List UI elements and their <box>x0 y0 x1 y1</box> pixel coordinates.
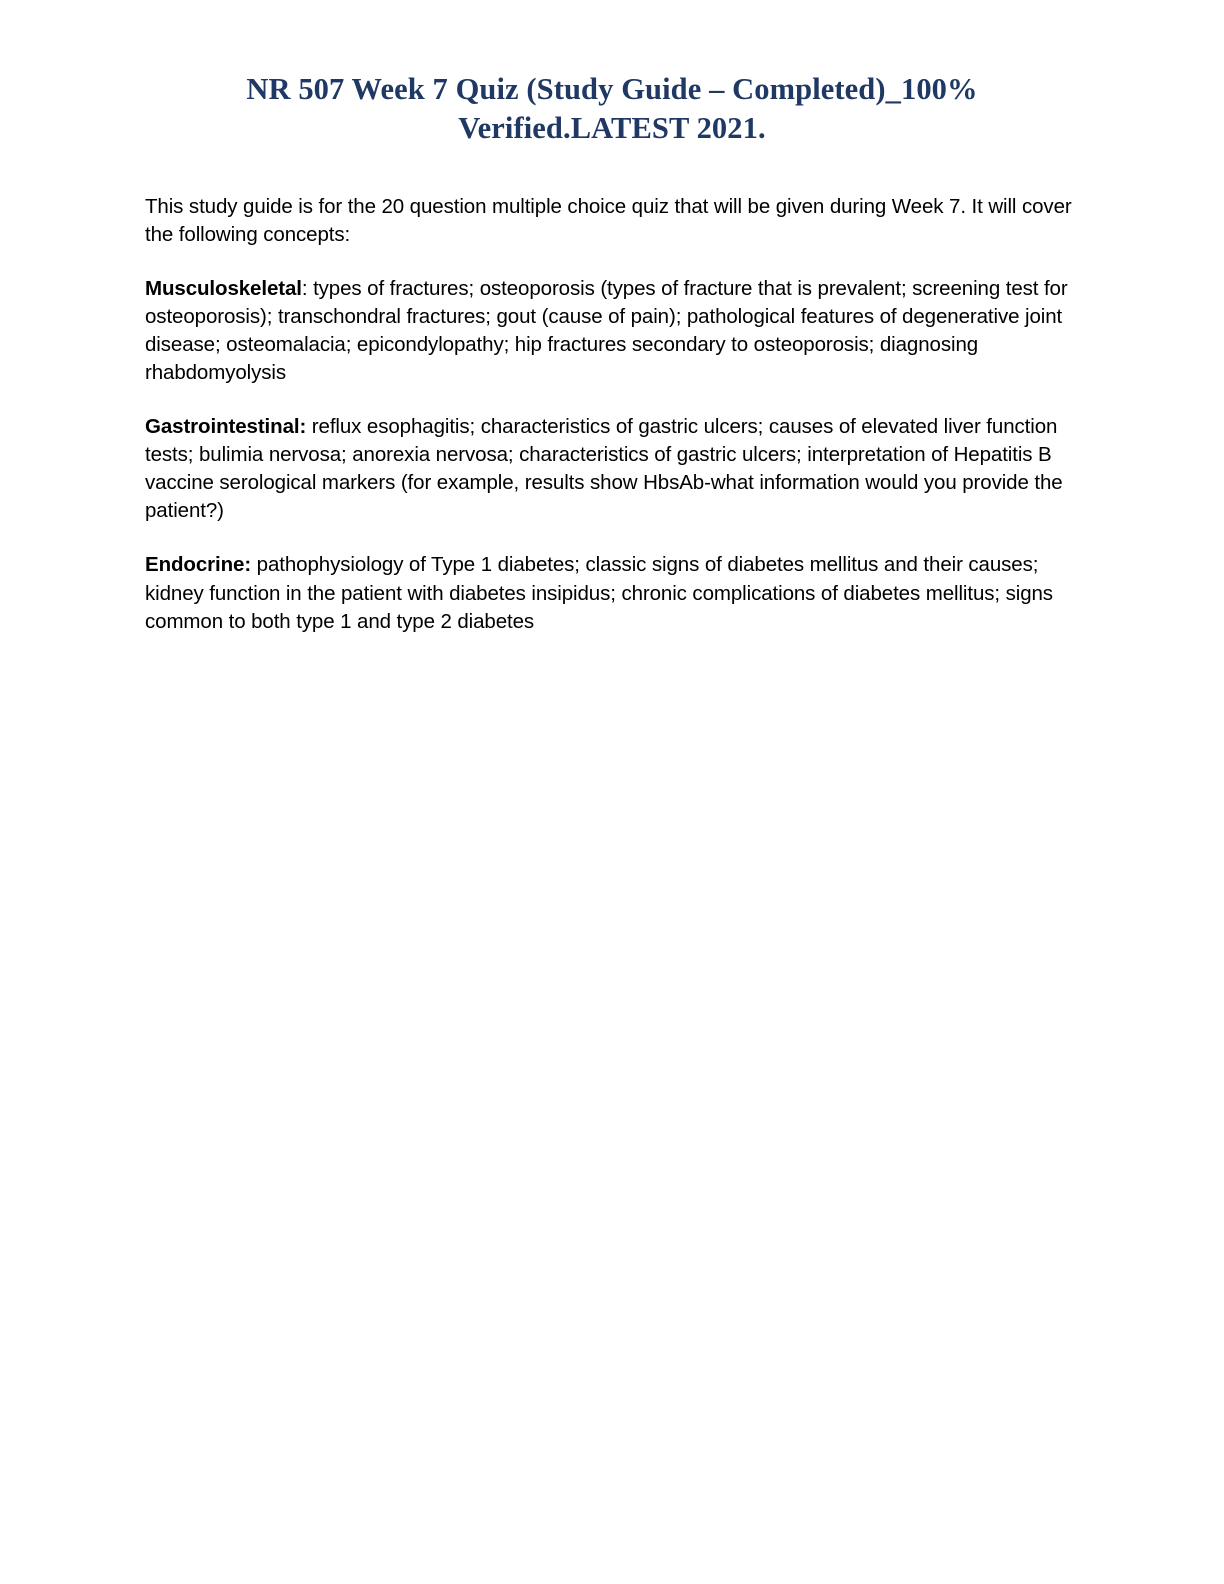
paragraph-text: This study guide is for the 20 question multiple choice quiz that will be given during Week 7. It will cover the following concepts: <box>145 194 1072 246</box>
paragraph-lead-in: Gastrointestinal: <box>145 415 307 439</box>
paragraph-text: reflux esophagitis; characteristics of gastric ulcers; causes of elevated liver function tests; bulimia nervosa; anorexia nervosa; characteristics of gastric ulcers; interpretation of Hepatitis B vaccine serological markers (for example, results show HbsAb-what information would you provide the patient?) <box>145 415 1063 523</box>
paragraph-text: : types of fractures; osteoporosis (types of fracture that is prevalent; screening test for osteoporosis); transchondral fractures; gout (cause of pain); pathological features of degenerative joint disease; osteomalacia; epicondylopathy; hip fractures secondary to osteoporosis; diagnosing rhabdomyolysis <box>145 276 1068 385</box>
paragraph-endocrine <box>145 551 1079 635</box>
paragraph-text: pathophysiology of Type 1 diabetes; classic signs of diabetes mellitus and their causes; kidney function in the patient with diabetes insipidus; chronic complications of diabetes mellitus; signs common to both type 1 and type 2 diabetes <box>145 553 1053 633</box>
paragraph-intro <box>145 193 1079 249</box>
page-title: NR 507 Week 7 Quiz (Study Guide – Completed)_100% Verified.LATEST 2021. <box>246 72 978 146</box>
paragraph-lead-in: Endocrine: <box>145 553 252 577</box>
paragraph-lead-in: Musculoskeletal <box>145 276 302 300</box>
paragraph-gastrointestinal <box>145 413 1079 525</box>
document-body <box>145 193 1079 636</box>
paragraph-musculoskeletal <box>145 275 1079 387</box>
